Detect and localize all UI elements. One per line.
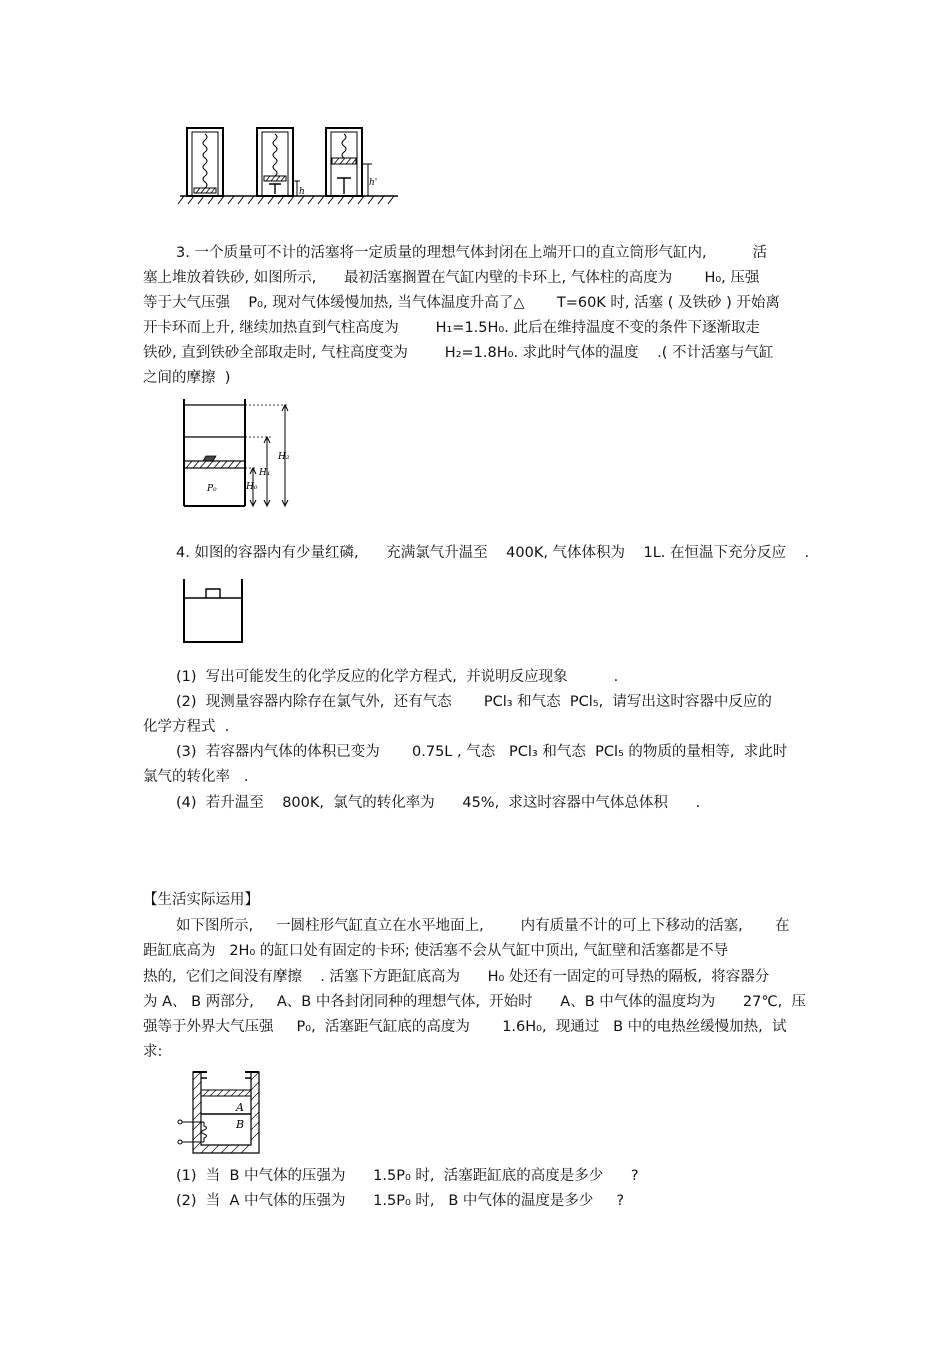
question-2: (2) 现测量容器内除存在氯气外, 还有气态 PCl₃ 和气态 PCl₅, 请写出这时容器中反应的 — [176, 694, 772, 710]
question-1: (1) 写出可能发生的化学反应的化学方程式, 并说明反应现象 . — [176, 669, 619, 685]
text-line: 为 A、 B 两部分, A、B 中各封闭同种的理想气体, 开始时 A、B 中气体的温度均为 27℃, 压 — [143, 994, 806, 1010]
life-question-1: (1) 当 B 中气体的压强为 1.5P₀ 时, 活塞距缸底的高度是多少 ? — [176, 1168, 639, 1184]
text-line: 热的, 它们之间没有摩擦 . 活塞下方距缸底高为 H₀ 处还有一固定的可导热的隔板, 将容器分 — [143, 969, 770, 985]
section-heading: 【生活实际运用】 — [143, 892, 259, 908]
text-line: 强等于外界大气压强 P₀, 活塞距气缸底的高度为 1.6H₀, 现通过 B 中的电热丝缓慢加热, 试 — [143, 1019, 787, 1035]
label-h: h — [299, 187, 305, 197]
label-h2: H₂ — [278, 452, 290, 462]
text-line: 距缸底高为 2H₀ 的缸口处有固定的卡环; 使活塞不会从气缸中顶出, 气缸壁和活塞都是不导 — [143, 943, 729, 959]
text-line: 如下图所示, 一圆柱形气缸直立在水平地面上, 内有质量不计的可上下移动的活塞, 在 — [176, 918, 790, 934]
question-4: (4) 若升温至 800K, 氯气的转化率为 45%, 求这时容器中气体总体积 . — [176, 795, 701, 811]
label-h0: H₀ — [246, 482, 258, 492]
text-line: 塞上堆放着铁砂, 如图所示, 最初活塞搁置在气缸内壁的卡环上, 气体柱的高度为 H₀, 压强 — [143, 270, 760, 286]
question-3: (3) 若容器内气体的体积已变为 0.75L , 气态 PCl₃ 和气态 PCl₅ 的物质的量相等, 求此时 — [176, 744, 788, 760]
text-line: 等于大气压强 P₀, 现对气体缓慢加热, 当气体温度升高了△ T=60K 时, 活塞 ( 及铁砂 ) 开始离 — [143, 295, 780, 311]
label-h1: H₁ — [259, 468, 271, 478]
text-line: 求: — [143, 1044, 163, 1060]
text-line: 开卡环而上升, 继续加热直到气柱高度为 H₁=1.5H₀. 此后在维持温度不变的条件下逐渐取走 — [143, 320, 760, 336]
problem-4-intro: 4. 如图的容器内有少量红磷, 充满氯气升温至 400K, 气体体积为 1L. 在恒温下充分反应 . — [176, 545, 810, 561]
question-2-cont: 化学方程式 . — [143, 719, 230, 735]
label-b: B — [236, 1118, 245, 1131]
label-h-prime: h' — [369, 178, 378, 188]
label-p0: P₀ — [207, 484, 217, 494]
life-question-2: (2) 当 A 中气体的压强为 1.5P₀ 时, B 中气体的温度是多少 ? — [176, 1193, 625, 1209]
text-line: 之间的摩擦 ) — [143, 370, 231, 386]
text-line: 铁砂, 直到铁砂全部取走时, 气柱高度变为 H₂=1.8H₀. 求此时气体的温度 .( 不计活塞与气缸 — [143, 345, 774, 361]
label-a: A — [236, 1101, 244, 1114]
text-line: 3. 一个质量可不计的活塞将一定质量的理想气体封闭在上端开口的直立筒形气缸内, 活 — [176, 245, 768, 261]
question-3-cont: 氯气的转化率 . — [143, 769, 249, 785]
